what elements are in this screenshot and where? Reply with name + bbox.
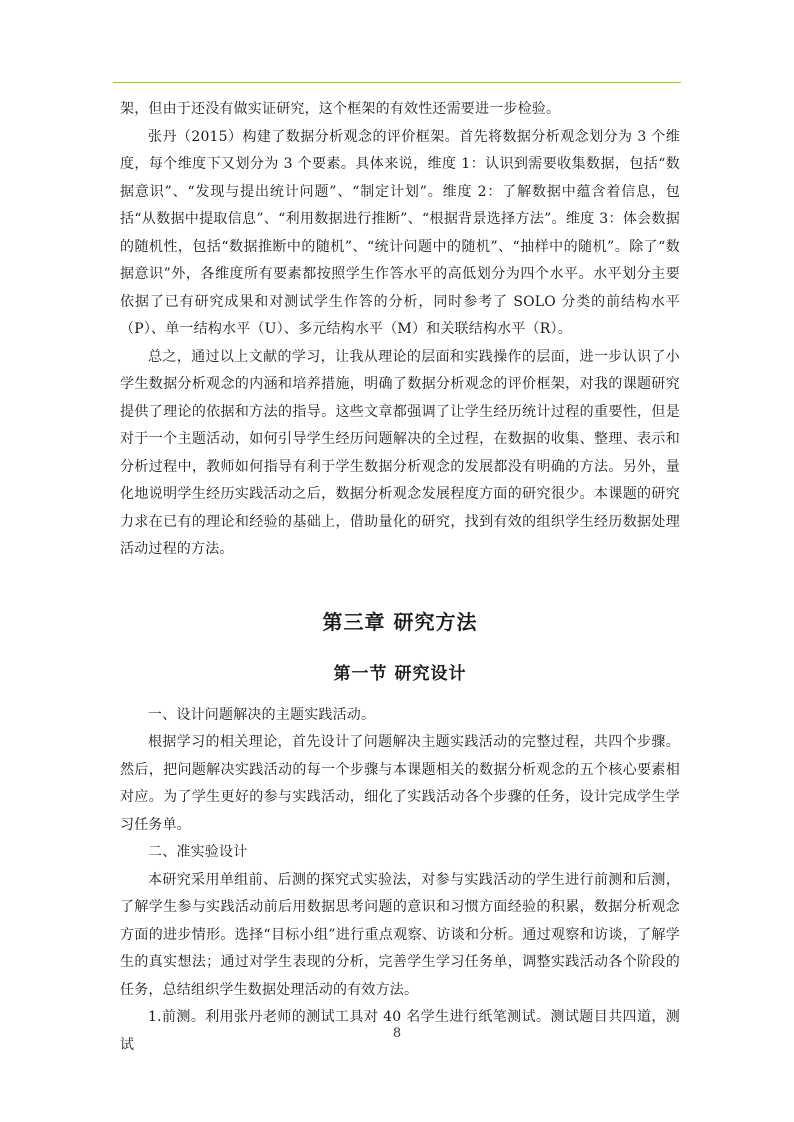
subheading-quasi-experiment: 二、准实验设计 xyxy=(148,844,248,860)
page-content xyxy=(120,96,680,1059)
paragraph-zhang-dan-framework: 张丹（2015）构建了数据分析观念的评价框架。首先将数据分析观念划分为 3 个维度，每个维度下又划分为 3 个要素。具体来说，维度 1：认识到需要收集数据，包括“数据意识”、“发现与提出统计问题”、“制定计划”。维度 2：了解数据中蕴含着信息，包括“从数据中提取信息”、“利用数据进行推断”、“根据背景选择方法”。维度 3：体会数据的随机性，包括“数据推断中的随机”、“统计问题中的随机”、“抽样中的随机”。除了“数据意识”外，各维度所有要素都按照学生作答水平的高低划分为四个水平。水平划分主要依据了已有研究成果和对测试学生作答的分析，同时参考了 SOLO 分类的前结构水平（P）、单一结构水平（U）、多元结构水平（M）和关联结构水平（R）。 xyxy=(120,128,680,337)
paragraph-pretest: 1.前测。利用张丹老师的测试工具对 40 名学生进行纸笔测试。测试题目共四道，测试 xyxy=(120,1009,680,1053)
section-title: 第一节 研究设计 xyxy=(333,663,467,684)
chapter-title: 第三章 研究方法 xyxy=(322,609,478,634)
header-rule xyxy=(113,82,681,83)
page-number: 8 xyxy=(392,1026,402,1041)
subheading-practice-activity: 一、设计问题解决的主题实践活动。 xyxy=(148,706,376,723)
paragraph-activity-design: 根据学习的相关理论，首先设计了问题解决主题实践活动的完整过程，共四个步骤。然后，把问题解决实践活动的每一个步骤与本课题相关的数据分析观念的五个核心要素相对应。为了学生更好的参与实践活动，细化了实践活动各个步骤的任务，设计完成学生学习任务单。 xyxy=(120,734,680,833)
paragraph-summary: 总之，通过以上文献的学习，让我从理论的层面和实践操作的层面，进一步认识了小学生数据分析观念的内涵和培养措施，明确了数据分析观念的评价框架，对我的课题研究提供了理论的依据和方法的指导。这些文章都强调了让学生经历统计过程的重要性，但是对于一个主题活动，如何引导学生经历问题解决的全过程，在数据的收集、整理、表示和分析过程中，教师如何指导有利于学生数据分析观念的发展都没有明确的方法。另外，量化地说明学生经历实践活动之后，数据分析观念发展程度方面的研究很少。本课题的研究力求在已有的理论和经验的基础上，借助量化的研究，找到有效的组织学生经历数据处理活动过程的方法。 xyxy=(120,348,680,557)
paragraph-experiment-design: 本研究采用单组前、后测的探究式实验法，对参与实践活动的学生进行前测和后测，了解学生参与实践活动前后用数据思考问题的意识和习惯方面经验的积累，数据分析观念方面的进步情形。选择“目标小组”进行重点观察、访谈和分析。通过观察和访谈，了解学生的真实想法；通过对学生表现的分析，完善学生学习任务单，调整实践活动各个阶段的任务，总结组织学生数据处理活动的有效方法。 xyxy=(120,871,680,998)
paragraph-continuation: 架，但由于还没有做实证研究，这个框架的有效性还需要进一步检验。 xyxy=(120,101,561,117)
